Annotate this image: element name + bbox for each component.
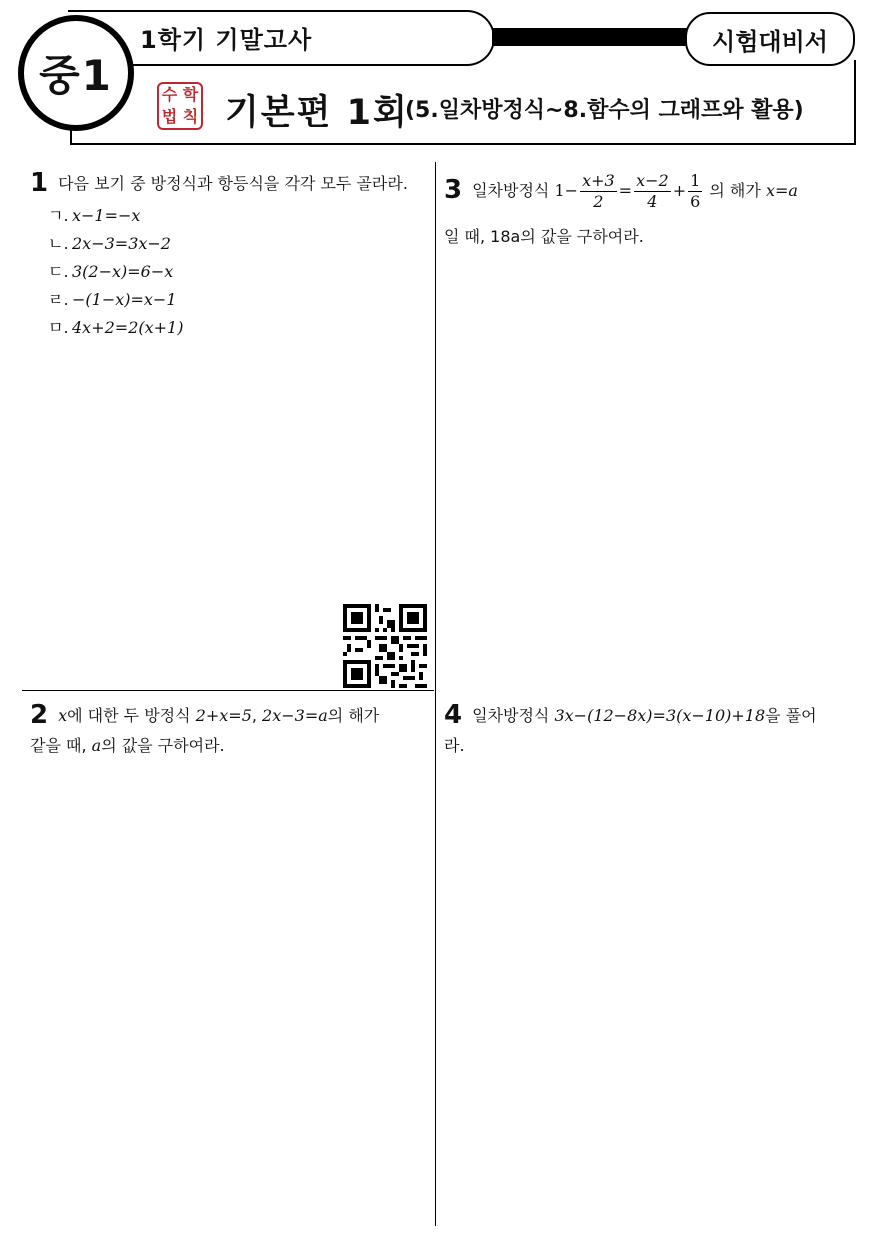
choice-item [48, 202, 183, 230]
question-text: 일차방정식 [472, 181, 550, 200]
choice-expression: 2x−3=3x−2 [72, 234, 171, 253]
sub-title: (5.일차방정식~8.함수의 그래프와 활용) [405, 98, 804, 123]
brand-stamp-logo [157, 82, 203, 130]
fraction: $\frac{x-2}{4}$ [636, 171, 669, 211]
question-2 [30, 700, 430, 761]
question-text: 의 해가 [709, 181, 761, 200]
exam-title: 1학기 기말고사 [140, 26, 313, 54]
choice-expression: 3(2−x)=6−x [72, 262, 174, 281]
grade-badge: 중1 [18, 15, 134, 131]
row-divider [22, 690, 434, 691]
question-4 [444, 700, 859, 761]
variable-a: a [91, 736, 102, 755]
solution-expression: x=a [765, 181, 798, 200]
main-title: 기본편 1회 [225, 93, 409, 133]
question-text: 일차방정식 [472, 706, 550, 725]
question-text: 라. [444, 736, 465, 755]
choice-item [48, 258, 183, 286]
choice-item [48, 286, 183, 314]
question-number: 2 [30, 700, 49, 730]
choice-expression: x−1=−x [72, 206, 141, 225]
stamp-char: 학 [182, 85, 199, 104]
qr-code-icon[interactable] [343, 604, 427, 688]
question-text: 에 대한 두 방정식 [67, 706, 196, 725]
choice-label: ㅁ. [48, 318, 69, 337]
question-3: 3 일차방정식 1− $\frac{x+3}{2}$ = $\frac{x-2}{4}$ + $\frac{1}{6}$ 의 해가 x=a [444, 171, 798, 211]
choice-expression: 4x+2=2(x+1) [72, 318, 184, 337]
stamp-char: 칙 [182, 107, 199, 126]
question-number: 4 [444, 700, 463, 730]
equation: 2+x=5 [195, 706, 252, 725]
variable-x: x [58, 706, 68, 725]
choice-label: ㄹ. [48, 290, 69, 309]
equation: 3x−(12−8x)=3(x−10)+18 [554, 706, 766, 725]
header-bar [492, 28, 697, 46]
question-1 [30, 168, 430, 199]
series-label: 시험대비서 [685, 12, 855, 66]
choice-label: ㄴ. [48, 234, 69, 253]
column-divider [435, 162, 436, 1226]
stamp-char: 수 [161, 85, 178, 104]
fraction: $\frac{x+3}{2}$ [582, 171, 615, 211]
equation: 2x−3=a [262, 706, 328, 725]
fraction: $\frac{1}{6}$ [690, 171, 701, 211]
question-number: 3 [444, 175, 463, 205]
choice-item [48, 314, 183, 342]
choice-label: ㄱ. [48, 206, 69, 225]
stamp-char: 법 [161, 107, 178, 126]
separator: , [251, 706, 263, 725]
question-text: 같을 때, [30, 736, 92, 755]
question-3-line2: 일 때, 18a의 값을 구하여라. [444, 227, 644, 246]
choice-label: ㄷ. [48, 262, 69, 281]
question-text: 을 풀어 [765, 706, 817, 725]
choice-expression: −(1−x)=x−1 [72, 290, 177, 309]
choice-item [48, 230, 183, 258]
question-number: 1 [30, 168, 49, 198]
question-prompt: 다음 보기 중 방정식과 항등식을 각각 모두 골라라. [58, 174, 408, 193]
question-text: 의 해가 [327, 706, 380, 725]
question-text: 의 값을 구하여라. [101, 736, 225, 755]
choice-list [48, 202, 183, 342]
